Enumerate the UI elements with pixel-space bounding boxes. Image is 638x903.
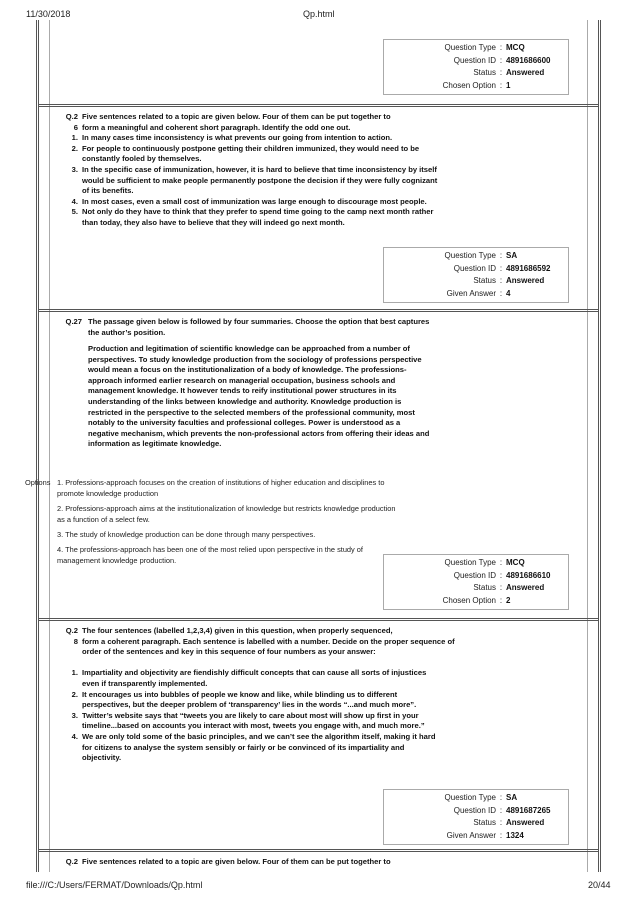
sentence-list [66,668,441,763]
list-item: 4. In most cases, even a small cost of immunization was large enough to discourage most people. [71,196,427,206]
answer-status: Answered [506,276,545,285]
chosen-option: 1 [506,80,511,90]
print-date: 11/30/2018 [26,9,71,19]
passage-text: Production and legitimation of scientific knowledge can be approached from a number of perspectives. To study knowledge production from the sociology of professions perspective would mean a focus on the institutionalization of a body of knowledge. The professions-approach informed earlier research on managerial occupation, business schools and management knowledge. It however tends to reify institutional power structures in its understanding of the links between knowledge and authority. Knowledge production is restricted in the perspective to the selected members of the professional community, most notably to the university faculties and professional colleges. Power is understood as a negative mechanism, which prevents the non-professional actors from offering their ideas and information as legitimate knowledge. [88,344,430,449]
list-item: 4. We are only told some of the basic principles, and we can’t see the algorithm itself, making it hard for citizens to analyse the system sensibly or fairly or be convinced of its impartiality and objectivity. [71,731,436,763]
question-id: 4891687265 [506,805,551,815]
file-path: file:///C:/Users/FERMAT/Downloads/Qp.html [26,880,203,890]
question-type: SA [506,251,518,260]
option-3[interactable]: 3. The study of knowledge production can be done through many perspectives. [57,530,316,539]
status-block: Question Type : SA Question ID : 4891686592 Status : Answered Given Answer : 4 [383,247,569,303]
list-item: 1. Impartiality and objectivity are fiendishly difficult concepts that can cause all sorts of injustices even if transparently implemented. [71,668,427,688]
question-type: MCQ [506,43,525,52]
question-type: SA [506,793,518,802]
band-divider [39,104,598,107]
answer-status: Answered [506,818,545,827]
chosen-option: 2 [506,595,511,605]
list-item: 5. Not only do they have to think that they prefer to spend time going to the camp next month rather than today, they also have to believe that they will indeed go next month. [71,207,434,227]
sentence-list [66,133,441,228]
band-divider [39,618,598,621]
page-number: 20/44 [588,880,611,890]
options-label: Options [25,478,51,487]
list-item: 3. Twitter’s website says that “tweets you are likely to care about most will show up first in your timeline...based on accounts you interact with most, tweets you engage with, and much more.” [71,710,425,731]
list-item: 2. It encourages us into bubbles of people we know and like, while blinding us to different perspectives, but the deeper problem of ‘transparency’ lies in the words “...and much more”. [71,689,417,710]
option-1[interactable]: 1. Professions-approach focuses on the creation of institutions of higher education and disciplines to promote knowledge production [57,478,385,498]
option-4[interactable]: 4. The professions-approach has been one of the most relied upon perspective in the study of management knowledge production. [57,545,363,565]
status-block: Question Type : MCQ Question ID : 4891686610 Status : Answered Chosen Option : 2 [383,554,569,610]
question-paper-frame: Question Type : MCQ Question ID : 4891686600 Status : Answered Chosen Option : 1 Q.2 6 Five sentences related to a topic are given below. Four of them can be put together to form a meaningful and coherent short paragraph. Identify the odd one out. 1. In many cases time inconsistency is what prevents our going from intention to action. 2. For people to continuously postpone getting their children immunized, they would need to be constantly fooled by themselves. 3. In the specific case of immunization, however, it is hard to believe that time inconsistency by itself would be sufficient to make people permanently postpone the decision if they were fully cognizant of its benefits. 4. In most cases, even a small cost of immunization was large enough to discourage most people. 5. Not only do they have to think that they prefer to spend time going to the camp next month rather than today, they also have to believe that they will indeed go next month. Question Type : SA Question ID : 4891686592 Status : Answered Given Answer : 4 Q.27 The passage given below is followed by four summaries. Choose the option that best captures the author’s position. Production and legitimation of scientific knowledge can be approached from a number of perspectives. To study knowledge production from the sociology of professions perspective would mean a focus on the institutionalization of a body of knowledge. The professions-approach informed earlier research on managerial occupation, business schools and management knowledge. It however tends to reify institutional power structures in its understanding of the links between knowledge and authority. Knowledge production is restricted in the perspective to the selected members of the professional community, most notably to the university faculties and professional colleges. Power is understood as a negative mechanism, which prevents the non-professional actors from offering their ideas and information as legitimate knowledge. Options 1. Professions-approach focuses on the creation of institutions of higher education and disciplines to promote knowledge production 2. Professions-approach aims at the institutionalization of knowledge but restricts knowledge production as a function of a select few. 3. The study of knowledge production can be done through many perspectives. 4. The professions-approach has been one of the most relied upon perspective in the study of management knowledge production. Question Type : MCQ Question ID : 4891686610 Status : Answered Chosen Option : 2 Q.2 8 The four sentences (labelled 1,2,3,4) given in this question, when properly sequenced, form a coherent paragraph. Each sentence is labelled with a number. Decide on the proper sequence of order of the sentences and key in this sequence of four numbers as your answer: 1. Impartiality and objectivity are fiendishly difficult concepts that can cause all sorts of injustices even if transparently implemented. 2. It encourages us into bubbles of people we know and like, while blinding us to different perspectives, but the deeper problem of ‘transparency’ lies in the words “...and much more”. 3. Twitter’s website says that “tweets you are likely to care about most will show up first in your timeline...based on accounts you interact with most, tweets you engage with, and much more.” 4. We are only told some of the basic principles, and we can’t see the algorithm itself, making it hard for citizens to analyse the system sensibly or fairly or be convinced of its impartiality and objectivity. Question Type : SA Question ID : 4891687265 Status : Answered Given Answer : 1324 Q.2 Five sentences related to a topic are given below. Four of them can be put together to [36,20,601,872]
question-text: The passage given below is followed by four summaries. Choose the option that best captures the author’s position. [88,317,430,337]
band-divider [39,849,598,852]
page-title: Qp.html [303,9,335,19]
given-answer: 1324 [506,830,524,840]
option-2[interactable]: 2. Professions-approach aims at the institutionalization of knowledge but restricts knowledge production as a function of a select few. [57,504,396,524]
list-item: 1. In many cases time inconsistency is what prevents our going from intention to action. [71,133,393,143]
status-block: Question Type : MCQ Question ID : 4891686600 Status : Answered Chosen Option : 1 [383,39,569,95]
list-item: 3. In the specific case of immunization, however, it is hard to believe that time inconsistency by itself would be sufficient to make people permanently postpone the decision if they were fully cognizant of its benefits. [71,164,438,196]
question-text: Five sentences related to a topic are given below. Four of them can be put together to [82,112,391,121]
question-id: 4891686592 [506,263,551,273]
status-block: Question Type : SA Question ID : 4891687265 Status : Answered Given Answer : 1324 [383,789,569,845]
list-item: 2. For people to continuously postpone getting their children immunized, they would need to be constantly fooled by themselves. [71,143,420,164]
answer-status: Answered [506,583,545,592]
given-answer: 4 [506,288,511,298]
question-id: 4891686610 [506,570,551,580]
question-text: The four sentences (labelled 1,2,3,4) given in this question, when properly sequenced, [82,626,393,635]
question-id: 4891686600 [506,55,551,65]
question-text: Five sentences related to a topic are given below. Four of them can be put together to [82,857,391,866]
band-divider [39,309,598,312]
question-type: MCQ [506,558,525,567]
answer-status: Answered [506,68,545,77]
